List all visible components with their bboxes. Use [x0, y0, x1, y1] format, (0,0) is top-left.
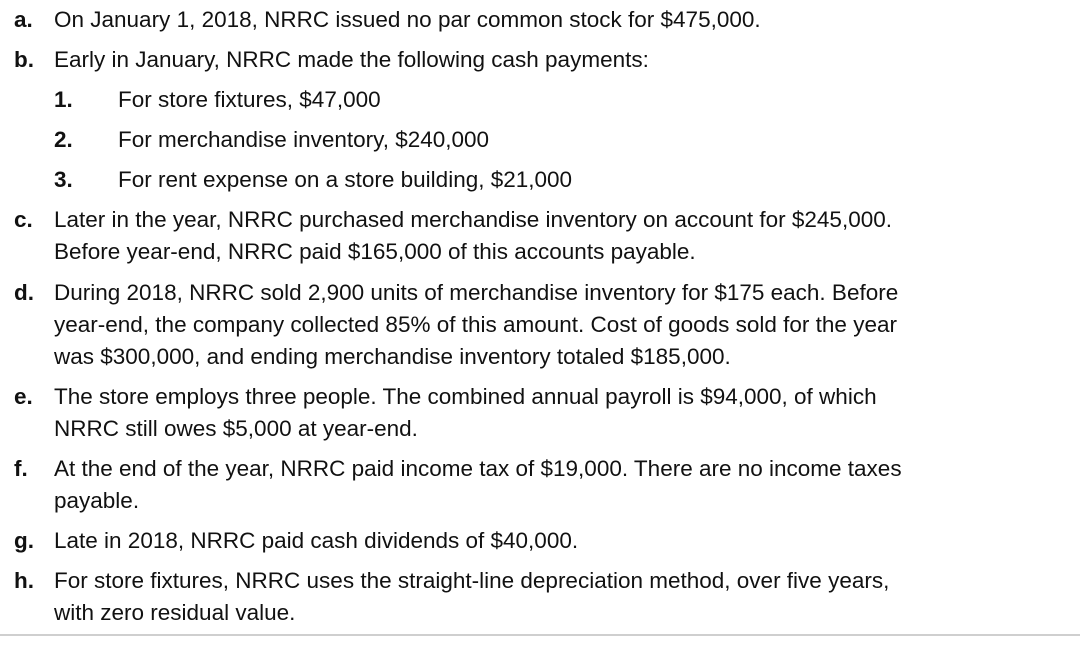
- item-marker: f.: [14, 456, 28, 481]
- item-line: Early in January, NRRC made the following cash payments:: [54, 47, 649, 72]
- item-line: with zero residual value.: [54, 600, 296, 625]
- item-line: Later in the year, NRRC purchased merchandise inventory on account for $245,000.: [54, 207, 892, 232]
- item-line: During 2018, NRRC sold 2,900 units of merchandise inventory for $175 each. Before: [54, 280, 899, 305]
- item-line: NRRC still owes $5,000 at year-end.: [54, 416, 418, 441]
- item-marker: c.: [14, 207, 33, 232]
- item-text: [54, 4, 1064, 36]
- item-line: At the end of the year, NRRC paid income tax of $19,000. There are no income taxes: [54, 456, 902, 481]
- item-line: was $300,000, and ending merchandise inventory totaled $185,000.: [54, 344, 731, 369]
- item-line: year-end, the company collected 85% of this amount. Cost of goods sold for the year: [54, 312, 897, 337]
- subitem-marker: 3.: [54, 167, 73, 192]
- item-line: Before year-end, NRRC paid $165,000 of this accounts payable.: [54, 239, 696, 264]
- item-marker: b.: [14, 47, 34, 72]
- item-text: [54, 204, 1064, 268]
- bottom-divider: [0, 634, 1080, 636]
- item-line: On January 1, 2018, NRRC issued no par common stock for $475,000.: [54, 7, 761, 32]
- item-marker: d.: [14, 280, 34, 305]
- item-line: payable.: [54, 488, 140, 513]
- item-marker: a.: [14, 7, 33, 32]
- subitem-marker: 1.: [54, 87, 73, 112]
- item-line: For store fixtures, NRRC uses the straight-line depreciation method, over five years,: [54, 568, 890, 593]
- item-text: [54, 525, 1064, 557]
- item-text: [54, 453, 1064, 517]
- item-line: Late in 2018, NRRC paid cash dividends of $40,000.: [54, 528, 579, 553]
- subitem-text: For rent expense on a store building, $21,000: [118, 167, 573, 192]
- subitem-marker: 2.: [54, 127, 73, 152]
- item-marker: g.: [14, 528, 34, 553]
- item-text: [54, 565, 1064, 629]
- item-text: [54, 44, 1064, 76]
- item-text: [54, 381, 1064, 445]
- item-line: The store employs three people. The combined annual payroll is $94,000, of which: [54, 384, 877, 409]
- item-marker: h.: [14, 568, 34, 593]
- subitem-text: For store fixtures, $47,000: [118, 87, 381, 112]
- subitem-text: For merchandise inventory, $240,000: [118, 127, 490, 152]
- item-marker: e.: [14, 384, 33, 409]
- item-text: [54, 277, 1064, 373]
